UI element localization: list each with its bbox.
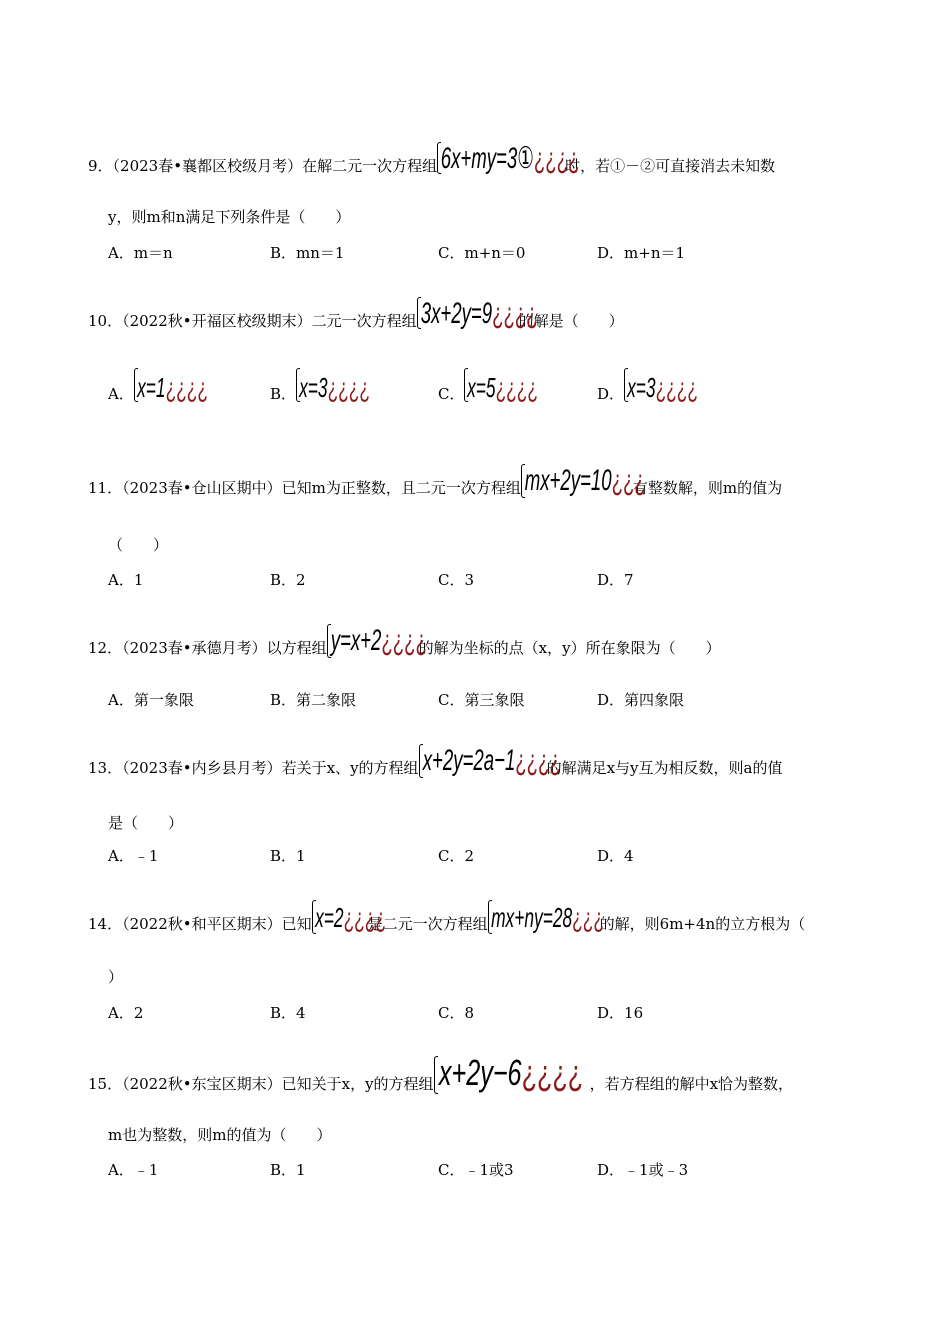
option-c <box>438 366 539 404</box>
question-9-stem <box>88 140 775 176</box>
garbled-glyphs: ¿¿¿¿ <box>327 372 371 403</box>
garbled-glyphs: ¿¿¿¿ <box>343 902 386 933</box>
garbled-glyphs: ¿¿¿¿ <box>165 372 208 403</box>
question-number: 13． <box>88 759 123 777</box>
equation-text: x=5 <box>467 372 497 403</box>
equation-text: mx+ny=28 <box>490 902 572 933</box>
question-13-stem <box>88 742 782 778</box>
question-11-cont: （ ） <box>108 536 169 554</box>
question-12-stem <box>88 622 721 658</box>
question-source: （2022秋•开福区校级期末） <box>122 312 312 330</box>
equation-system <box>434 1054 590 1094</box>
option-a: A．﹣1 <box>108 847 159 865</box>
question-13-cont: 是（ ） <box>108 814 184 832</box>
option-d <box>597 366 699 404</box>
equation-system <box>488 898 604 934</box>
question-text: 的解是（ ） <box>518 312 624 330</box>
equation-text: 6x+my=3① <box>440 142 534 175</box>
equation-text: 3x+2y=9 <box>420 297 492 330</box>
garbled-glyphs: ¿¿¿¿ <box>491 297 538 330</box>
question-text: ，若方程组的解中x恰为整数， <box>589 1075 794 1093</box>
option-a: A．1 <box>108 571 144 589</box>
question-text: 在解二元一次方程组 <box>302 157 438 175</box>
question-number: 14． <box>88 915 123 933</box>
equation-system <box>437 140 580 176</box>
question-source: （2023春•仓山区期中） <box>122 479 282 497</box>
option-c: C．m+n＝0 <box>438 244 526 262</box>
option-b <box>270 366 371 404</box>
equation-text: mx+2y=10 <box>524 464 612 497</box>
question-text: 的解，则6m+4n的立方根为（ <box>599 915 806 933</box>
question-15-stem <box>88 1054 793 1094</box>
equation-text: x+2y=2a−1 <box>422 744 515 777</box>
option-a: A．2 <box>108 1004 144 1022</box>
question-text: 已知m为正整数，且二元一次方程组 <box>281 479 521 497</box>
option-b: B．1 <box>270 1161 306 1179</box>
option-b: B．第二象限 <box>270 691 357 709</box>
option-d: D．第四象限 <box>597 691 685 709</box>
question-14-cont: ） <box>108 968 124 986</box>
option-label: A． <box>108 385 134 403</box>
garbled-glyphs: ¿¿¿¿ <box>381 624 427 657</box>
equation-text: x+2y−6 <box>438 1052 522 1093</box>
option-label: C． <box>438 385 465 403</box>
question-source: （2023春•承德月考） <box>122 639 267 657</box>
equation-system <box>521 462 646 498</box>
garbled-glyphs: ¿¿¿ <box>611 464 646 497</box>
question-10-stem <box>88 295 624 331</box>
equation-text: y=x+2 <box>330 624 382 657</box>
equation-text: x=2 <box>314 902 344 933</box>
option-b: B．4 <box>270 1004 306 1022</box>
question-text: 的解满足x与y互为相反数，则a的值 <box>546 759 783 777</box>
question-number: 12． <box>88 639 123 657</box>
option-c: C．3 <box>438 571 475 589</box>
equation-text: x=3 <box>627 372 656 403</box>
option-b: B．1 <box>270 847 306 865</box>
question-text: 若关于x、y的方程组 <box>281 759 419 777</box>
option-d: D．16 <box>597 1004 644 1022</box>
option-a <box>108 366 208 404</box>
equation-text: x=3 <box>299 372 328 403</box>
option-c: C．2 <box>438 847 475 865</box>
question-number: 11． <box>88 479 123 497</box>
question-text: 时，若①－②可直接消去未知数 <box>565 157 776 175</box>
equation-system <box>419 742 561 778</box>
question-text: 是二元一次方程组 <box>367 915 488 933</box>
question-15-cont: m也为整数，则m的值为（ ） <box>108 1126 332 1144</box>
option-label: D． <box>597 385 625 403</box>
garbled-glyphs: ¿¿¿ <box>571 902 604 933</box>
question-source: （2023春•内乡县月考） <box>122 759 282 777</box>
question-text: 已知关于x，y的方程组 <box>281 1075 434 1093</box>
option-c: C．第三象限 <box>438 691 525 709</box>
option-a: A．m＝n <box>108 244 173 262</box>
question-source: （2022秋•东宝区期末） <box>122 1075 282 1093</box>
option-b: B．mn＝1 <box>270 244 345 262</box>
question-11-stem <box>88 462 782 498</box>
question-text: 已知 <box>281 915 312 933</box>
option-a: A．第一象限 <box>108 691 194 709</box>
question-source: （2023春•襄都区校级月考） <box>112 157 303 175</box>
option-equation <box>624 366 699 404</box>
garbled-glyphs: ¿¿¿¿ <box>655 372 699 403</box>
question-text: 的解为坐标的点（x，y）所在象限为（ ） <box>418 639 721 657</box>
question-14-stem <box>88 898 805 934</box>
equation-system <box>417 295 538 331</box>
option-c: C．﹣1或3 <box>438 1161 514 1179</box>
question-source: （2022秋•和平区期末） <box>122 915 282 933</box>
equation-text: x=1 <box>136 372 166 403</box>
garbled-glyphs: ¿¿¿¿ <box>521 1052 583 1093</box>
question-text: 以方程组 <box>266 639 327 657</box>
option-c: C．8 <box>438 1004 475 1022</box>
option-a: A．﹣1 <box>108 1161 159 1179</box>
garbled-glyphs: ¿¿¿¿ <box>514 744 561 777</box>
question-9-cont: y，则m和n满足下列条件是（ ） <box>108 208 351 226</box>
option-d: D．7 <box>597 571 634 589</box>
question-text: 二元一次方程组 <box>311 312 417 330</box>
option-d: D．m+n＝1 <box>597 244 686 262</box>
equation-system <box>327 622 427 658</box>
question-number: 15． <box>88 1075 123 1093</box>
question-number: 9． <box>88 157 113 175</box>
garbled-glyphs: ¿¿¿¿ <box>533 142 580 175</box>
equation-system <box>312 898 386 934</box>
option-label: B． <box>270 385 297 403</box>
option-d: D．﹣1或﹣3 <box>597 1161 689 1179</box>
option-equation <box>134 366 208 404</box>
option-equation <box>464 366 539 404</box>
garbled-glyphs: ¿¿¿¿ <box>496 372 539 403</box>
option-equation <box>296 366 371 404</box>
question-number: 10． <box>88 312 123 330</box>
option-b: B．2 <box>270 571 306 589</box>
question-text: 有整数解，则m的值为 <box>632 479 783 497</box>
option-d: D．4 <box>597 847 634 865</box>
